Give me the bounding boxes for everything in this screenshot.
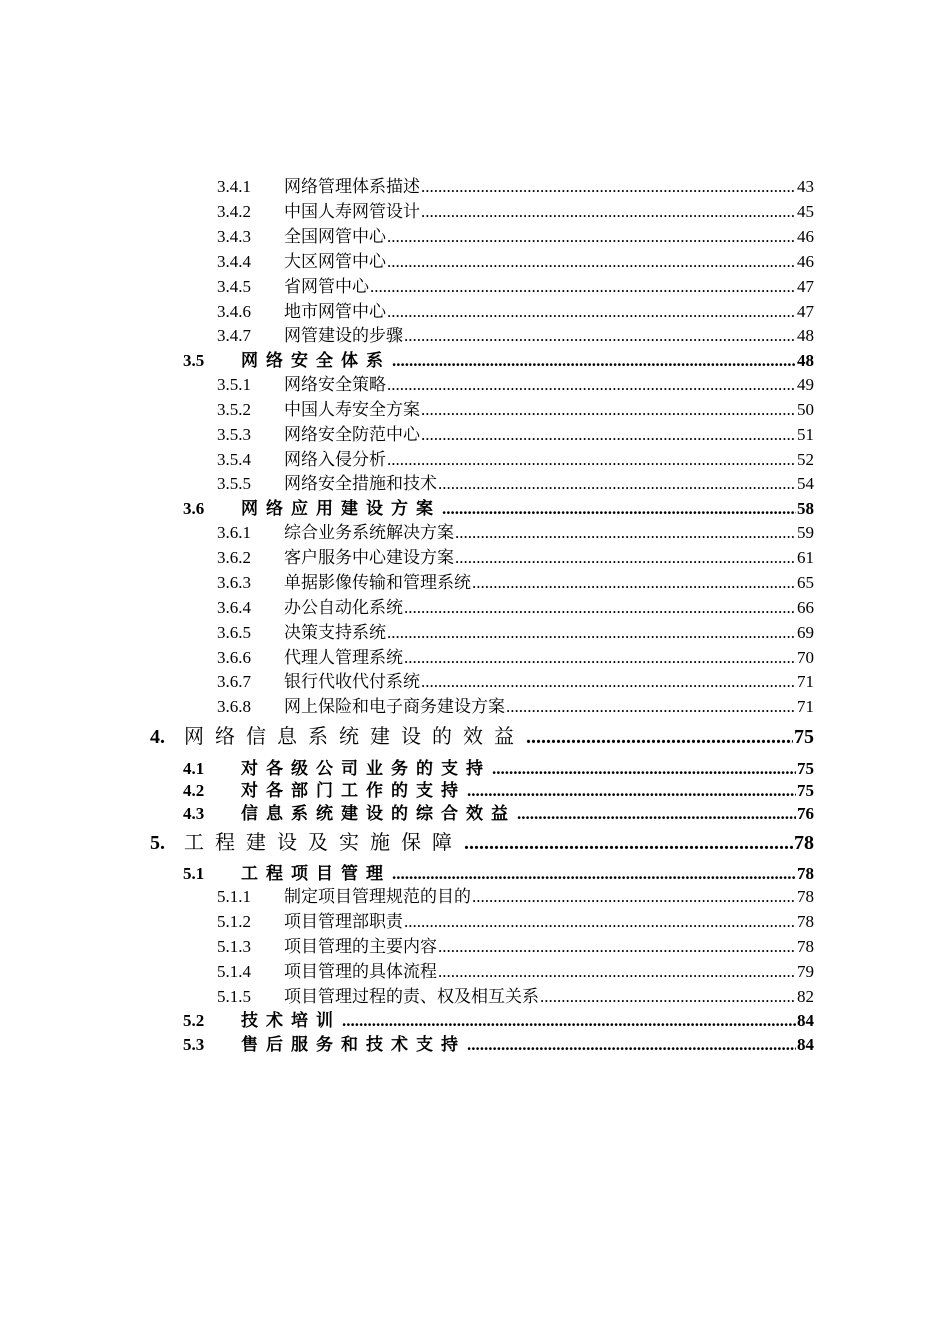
toc-dot-leader (438, 474, 796, 494)
toc-entry-number: 3.5.2 (217, 400, 251, 419)
toc-entry-page: 65 (797, 573, 814, 592)
toc-entry-title: 网络安全防范中心 (284, 425, 420, 444)
toc-entry[interactable] (150, 720, 814, 752)
toc-entry-page: 69 (797, 623, 814, 642)
toc-entry-title: 网管建设的步骤 (284, 326, 403, 345)
toc-entry-page: 78 (797, 937, 814, 956)
toc-entry-title: 项目管理的具体流程 (284, 962, 437, 981)
toc-entry-title: 地市网管中心 (284, 302, 386, 321)
toc-entry-number: 3.4.7 (217, 326, 251, 345)
toc-entry-page: 61 (797, 548, 814, 567)
toc-entry-number: 3.6.8 (217, 697, 251, 716)
toc-dot-leader (455, 523, 796, 543)
toc-entry-title: 大区网管中心 (284, 252, 386, 271)
toc-dot-leader (421, 672, 796, 692)
toc-entry-number: 3.6.4 (217, 598, 251, 617)
toc-entry-number: 5.1.2 (217, 912, 251, 931)
toc-dot-leader (404, 326, 796, 346)
toc-entry-page: 82 (797, 987, 814, 1006)
toc-entry-title: 对各部门工作的支持 (241, 781, 466, 800)
toc-entry[interactable] (217, 882, 814, 906)
toc-entry[interactable] (217, 469, 814, 493)
toc-entry[interactable] (217, 445, 814, 469)
toc-entry[interactable] (183, 346, 814, 370)
toc-entry[interactable] (217, 957, 814, 981)
toc-entry-page: 47 (797, 277, 814, 296)
toc-entry-title: 网上保险和电子商务建设方案 (284, 697, 505, 716)
toc-entry-page: 75 (797, 759, 814, 778)
toc-entry-number: 5.1.4 (217, 962, 251, 981)
toc-dot-leader (506, 697, 796, 717)
toc-dot-leader (421, 425, 796, 445)
toc-dot-leader (387, 302, 796, 322)
toc-entry[interactable] (217, 907, 814, 931)
toc-entry-number: 4. (150, 726, 165, 748)
toc-entry-title: 全国网管中心 (284, 227, 386, 246)
toc-entry-number: 3.5.5 (217, 474, 251, 493)
toc-entry-number: 3.5.3 (217, 425, 251, 444)
toc-entry-number: 3.6.5 (217, 623, 251, 642)
toc-dot-leader (404, 648, 796, 668)
toc-dot-leader (387, 227, 796, 247)
toc-entry-title: 决策支持系统 (284, 623, 386, 642)
toc-entry-title: 客户服务中心建设方案 (284, 548, 454, 567)
toc-entry[interactable] (183, 859, 814, 883)
toc-entry-title: 银行代收代付系统 (284, 672, 420, 691)
toc-entry-page: 84 (797, 1011, 814, 1030)
toc-entry[interactable] (217, 272, 814, 296)
toc-entry-page: 79 (797, 962, 814, 981)
toc-dot-leader (392, 351, 796, 371)
toc-entry[interactable] (217, 297, 814, 321)
toc-entry-title: 网络管理体系描述 (284, 177, 420, 196)
toc-entry-page: 50 (797, 400, 814, 419)
toc-entry-number: 5.1.5 (217, 987, 251, 1006)
toc-entry-number: 5.1.3 (217, 937, 251, 956)
toc-entry-number: 5. (150, 832, 165, 854)
toc-entry[interactable] (217, 932, 814, 956)
toc-dot-leader (370, 277, 796, 297)
toc-dot-leader (387, 623, 796, 643)
toc-entry[interactable] (217, 692, 814, 716)
toc-dot-leader (438, 962, 796, 982)
toc-entry-number: 3.5.1 (217, 375, 251, 394)
toc-dot-leader (342, 1011, 796, 1031)
toc-entry-page: 45 (797, 202, 814, 221)
toc-entry[interactable] (183, 754, 814, 778)
toc-entry-number: 3.4.2 (217, 202, 251, 221)
toc-entry-page: 76 (797, 804, 814, 823)
toc-entry-page: 46 (797, 227, 814, 246)
toc-dot-leader (421, 400, 796, 420)
toc-entry-page: 47 (797, 302, 814, 321)
toc-dot-leader (472, 887, 796, 907)
toc-dot-leader (472, 573, 796, 593)
toc-entry-number: 3.6.7 (217, 672, 251, 691)
toc-entry-number: 3.5 (183, 351, 205, 370)
toc-entry[interactable] (183, 1030, 814, 1054)
toc-entry-title: 单据影像传输和管理系统 (284, 573, 471, 592)
toc-entry[interactable] (217, 568, 814, 592)
toc-entry[interactable] (217, 667, 814, 691)
toc-dot-leader (526, 726, 793, 749)
toc-entry-page: 59 (797, 523, 814, 542)
toc-entry-title: 网络入侵分析 (284, 450, 386, 469)
toc-entry-title: 综合业务系统解决方案 (284, 523, 454, 542)
toc-entry-page: 48 (797, 351, 814, 370)
toc-entry-page: 48 (797, 326, 814, 345)
toc-entry-page: 54 (797, 474, 814, 493)
toc-entry-page: 66 (797, 598, 814, 617)
toc-entry-number: 3.4.1 (217, 177, 251, 196)
toc-entry-number: 3.6.2 (217, 548, 251, 567)
toc-entry-title: 网络信息系统建设的效益 (184, 726, 525, 748)
toc-entry-title: 信息系统建设的综合效益 (241, 804, 516, 823)
toc-entry-page: 75 (797, 781, 814, 800)
toc-entry-title: 工程项目管理 (241, 864, 391, 883)
toc-entry-page: 70 (797, 648, 814, 667)
toc-entry-title: 项目管理的主要内容 (284, 937, 437, 956)
toc-dot-leader (517, 804, 796, 824)
toc-entry-title: 网络安全策略 (284, 375, 386, 394)
toc-entry[interactable] (217, 395, 814, 419)
toc-dot-leader (464, 832, 793, 855)
toc-entry-number: 3.5.4 (217, 450, 251, 469)
toc-entry-number: 3.4.3 (217, 227, 251, 246)
toc-entry-title: 技术培训 (241, 1011, 341, 1030)
toc-entry-number: 3.4.4 (217, 252, 251, 271)
toc-entry[interactable] (217, 618, 814, 642)
toc-entry[interactable] (217, 643, 814, 667)
toc-entry-title: 对各级公司业务的支持 (241, 759, 491, 778)
toc-entry-title: 办公自动化系统 (284, 598, 403, 617)
toc-entry[interactable] (183, 776, 814, 800)
toc-entry[interactable] (217, 982, 814, 1006)
toc-entry-page: 78 (797, 912, 814, 931)
toc-dot-leader (392, 864, 796, 884)
toc-entry-title: 中国人寿网管设计 (284, 202, 420, 221)
toc-dot-leader (404, 912, 796, 932)
toc-entry-number: 3.6 (183, 499, 205, 518)
toc-dot-leader (438, 937, 796, 957)
toc-entry-page: 49 (797, 375, 814, 394)
toc-entry[interactable] (150, 826, 814, 858)
toc-entry[interactable] (217, 518, 814, 542)
toc-entry-number: 3.6.3 (217, 573, 251, 592)
toc-entry-title: 网络安全措施和技术 (284, 474, 437, 493)
toc-entry-number: 3.4.6 (217, 302, 251, 321)
toc-dot-leader (404, 598, 796, 618)
toc-entry[interactable] (183, 799, 814, 823)
toc-entry-number: 5.1.1 (217, 887, 251, 906)
toc-dot-leader (387, 450, 796, 470)
toc-entry-title: 工程建设及实施保障 (184, 832, 463, 854)
toc-entry-page: 78 (797, 864, 814, 883)
toc-entry[interactable] (217, 420, 814, 444)
toc-entry-title: 网络安全体系 (241, 351, 391, 370)
toc-entry-number: 3.6.6 (217, 648, 251, 667)
toc-entry-number: 4.3 (183, 804, 205, 823)
toc-dot-leader (387, 252, 796, 272)
toc-entry-title: 项目管理部职责 (284, 912, 403, 931)
toc-dot-leader (421, 177, 796, 197)
toc-dot-leader (467, 781, 796, 801)
toc-entry-page: 58 (797, 499, 814, 518)
toc-entry-page: 75 (794, 726, 814, 748)
toc-entry[interactable] (217, 197, 814, 221)
toc-entry-title: 代理人管理系统 (284, 648, 403, 667)
toc-entry[interactable] (183, 494, 814, 518)
toc-entry-page: 78 (794, 832, 814, 854)
toc-entry-page: 78 (797, 887, 814, 906)
toc-entry[interactable] (217, 543, 814, 567)
toc-entry-title: 省网管中心 (284, 277, 369, 296)
toc-entry-page: 46 (797, 252, 814, 271)
toc-dot-leader (387, 375, 796, 395)
toc-entry-number: 3.4.5 (217, 277, 251, 296)
toc-entry-title: 制定项目管理规范的目的 (284, 887, 471, 906)
toc-entry[interactable] (183, 1006, 814, 1030)
toc-entry-page: 84 (797, 1035, 814, 1054)
toc-entry[interactable] (217, 370, 814, 394)
toc-entry-page: 43 (797, 177, 814, 196)
toc-dot-leader (467, 1035, 796, 1055)
toc-dot-leader (421, 202, 796, 222)
toc-entry-number: 4.1 (183, 759, 205, 778)
toc-entry-page: 71 (797, 697, 814, 716)
toc-entry[interactable] (217, 222, 814, 246)
toc-entry-number: 5.2 (183, 1011, 205, 1030)
toc-entry-number: 5.3 (183, 1035, 205, 1054)
toc-entry-page: 52 (797, 450, 814, 469)
toc-entry-number: 3.6.1 (217, 523, 251, 542)
toc-entry[interactable] (217, 172, 814, 196)
toc-entry-page: 71 (797, 672, 814, 691)
toc-entry[interactable] (217, 593, 814, 617)
toc-entry-number: 4.2 (183, 781, 205, 800)
toc-entry-title: 售后服务和技术支持 (241, 1035, 466, 1054)
toc-entry[interactable] (217, 321, 814, 345)
toc-entry-number: 5.1 (183, 864, 205, 883)
toc-entry-title: 中国人寿安全方案 (284, 400, 420, 419)
toc-dot-leader (442, 499, 796, 519)
toc-entry-title: 网络应用建设方案 (241, 499, 441, 518)
toc-entry-page: 51 (797, 425, 814, 444)
toc-entry[interactable] (217, 247, 814, 271)
toc-dot-leader (455, 548, 796, 568)
toc-dot-leader (540, 987, 796, 1007)
toc-entry-title: 项目管理过程的责、权及相互关系 (284, 987, 539, 1006)
